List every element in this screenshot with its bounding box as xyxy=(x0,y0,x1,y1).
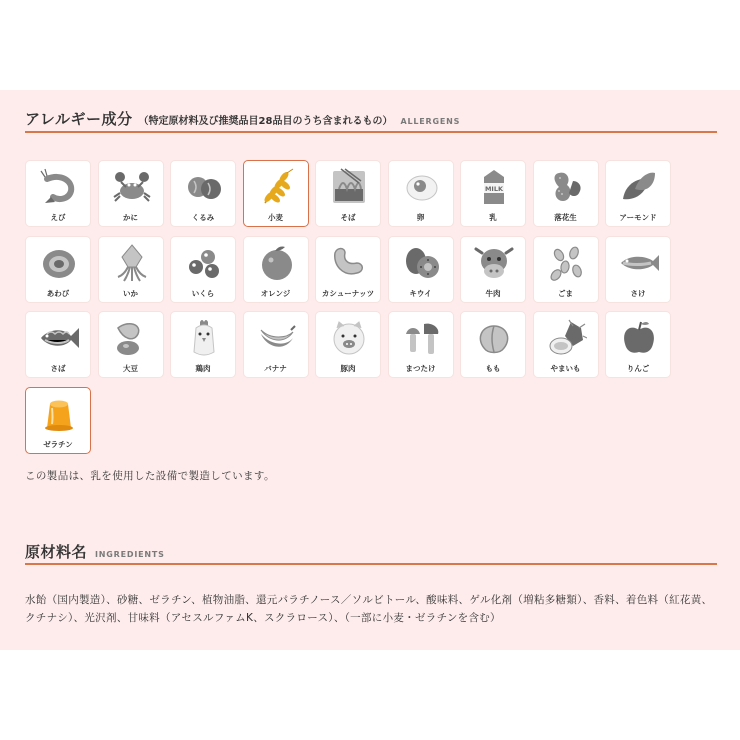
wheat-icon xyxy=(257,167,297,207)
abalone-icon xyxy=(39,243,79,283)
allergen-label: アーモンド xyxy=(619,213,657,222)
allergen-label: 落花生 xyxy=(554,213,577,222)
allergen-label: あわび xyxy=(46,288,70,298)
peach-icon xyxy=(474,318,514,358)
allergen-tile xyxy=(533,311,599,378)
allergen-tile xyxy=(605,311,671,378)
allergen-tile xyxy=(98,160,164,227)
kiwi-icon xyxy=(402,243,442,283)
allergens-title-en: ALLERGENS xyxy=(400,117,461,126)
gelatin-icon xyxy=(39,394,79,434)
yam-icon xyxy=(547,318,587,358)
allergen-tile xyxy=(243,236,309,303)
allergen-tile xyxy=(25,236,91,303)
cow-icon xyxy=(474,243,514,283)
facility-note: この製品は、乳を使用した設備で製造しています。 xyxy=(25,470,275,482)
allergen-label: 豚肉 xyxy=(340,364,356,373)
shrimp-icon xyxy=(39,167,79,207)
allergen-tile xyxy=(605,236,671,303)
pig-icon xyxy=(329,318,369,358)
allergen-tile xyxy=(388,311,454,378)
allergen-tile xyxy=(25,387,91,454)
allergen-label: オレンジ xyxy=(260,288,291,298)
allergen-tile xyxy=(98,236,164,303)
soba-icon xyxy=(329,167,369,207)
allergen-tile xyxy=(533,160,599,227)
allergens-title: アレルギー成分 xyxy=(25,110,133,128)
egg-icon xyxy=(402,167,442,207)
allergen-label: 牛肉 xyxy=(485,288,501,298)
allergen-tile xyxy=(243,160,309,227)
banana-icon xyxy=(257,318,297,358)
allergen-label: ゼラチン xyxy=(43,439,73,449)
allergen-label: キウイ xyxy=(409,288,432,298)
salmon-icon xyxy=(619,243,659,283)
allergen-tile xyxy=(460,236,526,303)
allergen-label: さば xyxy=(50,364,66,373)
allergen-label: えび xyxy=(50,213,66,222)
allergen-label: いか xyxy=(123,288,138,298)
allergen-label: 鶏肉 xyxy=(195,364,211,373)
walnut-icon xyxy=(184,167,224,207)
allergen-tile xyxy=(460,311,526,378)
allergen-tile xyxy=(315,160,381,227)
allergen-tile xyxy=(388,236,454,303)
chicken-icon xyxy=(184,318,224,358)
ingredients-text: 水飴（国内製造）、砂糖、ゼラチン、植物油脂、還元パラチノース／ソルビトール、酸味料、ゲル化剤（増粘多糖類）、香料、着色料（紅花黄、クチナシ）、光沢剤、甘味料（アセスルファムK、スクラロース）、（一部に小麦・ゼラチンを含む） xyxy=(25,594,713,624)
allergens-heading xyxy=(25,108,460,129)
allergen-tile xyxy=(170,160,236,227)
allergen-tile xyxy=(98,311,164,378)
allergen-tile xyxy=(533,236,599,303)
ingredients-heading xyxy=(25,541,165,562)
allergen-label: 大豆 xyxy=(123,364,138,373)
allergen-tile xyxy=(460,160,526,227)
allergen-tile xyxy=(315,311,381,378)
allergen-label: 卵 xyxy=(416,213,425,222)
allergen-label: かに xyxy=(123,213,138,222)
allergen-label: 小麦 xyxy=(268,213,283,222)
salmon-roe-icon xyxy=(184,243,224,283)
sesame-icon xyxy=(547,243,587,283)
allergen-label: もも xyxy=(485,364,501,373)
cashew-icon xyxy=(329,243,369,283)
svg-text:MILK: MILK xyxy=(484,185,504,193)
ingredients-title: 原材料名 xyxy=(25,543,88,561)
allergen-label: バナナ xyxy=(264,364,287,373)
peanut-icon xyxy=(547,167,587,207)
allergen-tile xyxy=(25,160,91,227)
matsutake-icon xyxy=(402,318,442,358)
allergens-divider xyxy=(25,131,717,133)
allergen-tile xyxy=(25,311,91,378)
squid-icon xyxy=(112,243,152,283)
orange-icon xyxy=(257,243,297,283)
allergen-label: そば xyxy=(340,213,356,222)
allergens-subtitle: （特定原材料及び推奨品目28品目のうち含まれるもの） xyxy=(138,116,393,127)
allergen-label: カシューナッツ xyxy=(321,288,375,298)
allergen-tile xyxy=(315,236,381,303)
allergen-label: りんご xyxy=(626,364,650,373)
allergen-tile xyxy=(243,311,309,378)
soybean-icon xyxy=(112,318,152,358)
almond-icon xyxy=(619,167,659,207)
apple-icon xyxy=(619,318,659,358)
allergen-label: まつたけ xyxy=(405,364,436,373)
allergen-label: くるみ xyxy=(191,213,215,222)
allergen-label: やまいも xyxy=(550,364,581,373)
ingredients-title-en: INGREDIENTS xyxy=(95,550,165,559)
allergen-label: さけ xyxy=(630,288,646,298)
mackerel-icon xyxy=(39,318,79,358)
crab-icon xyxy=(112,167,152,207)
allergen-tile xyxy=(170,311,236,378)
milk-icon xyxy=(474,167,514,207)
allergen-tile xyxy=(170,236,236,303)
allergen-tile xyxy=(388,160,454,227)
ingredients-divider xyxy=(25,563,717,565)
allergen-label: 乳 xyxy=(489,213,497,222)
allergen-label: いくら xyxy=(191,288,215,298)
allergen-tile xyxy=(605,160,671,227)
allergen-label: ごま xyxy=(558,288,573,298)
